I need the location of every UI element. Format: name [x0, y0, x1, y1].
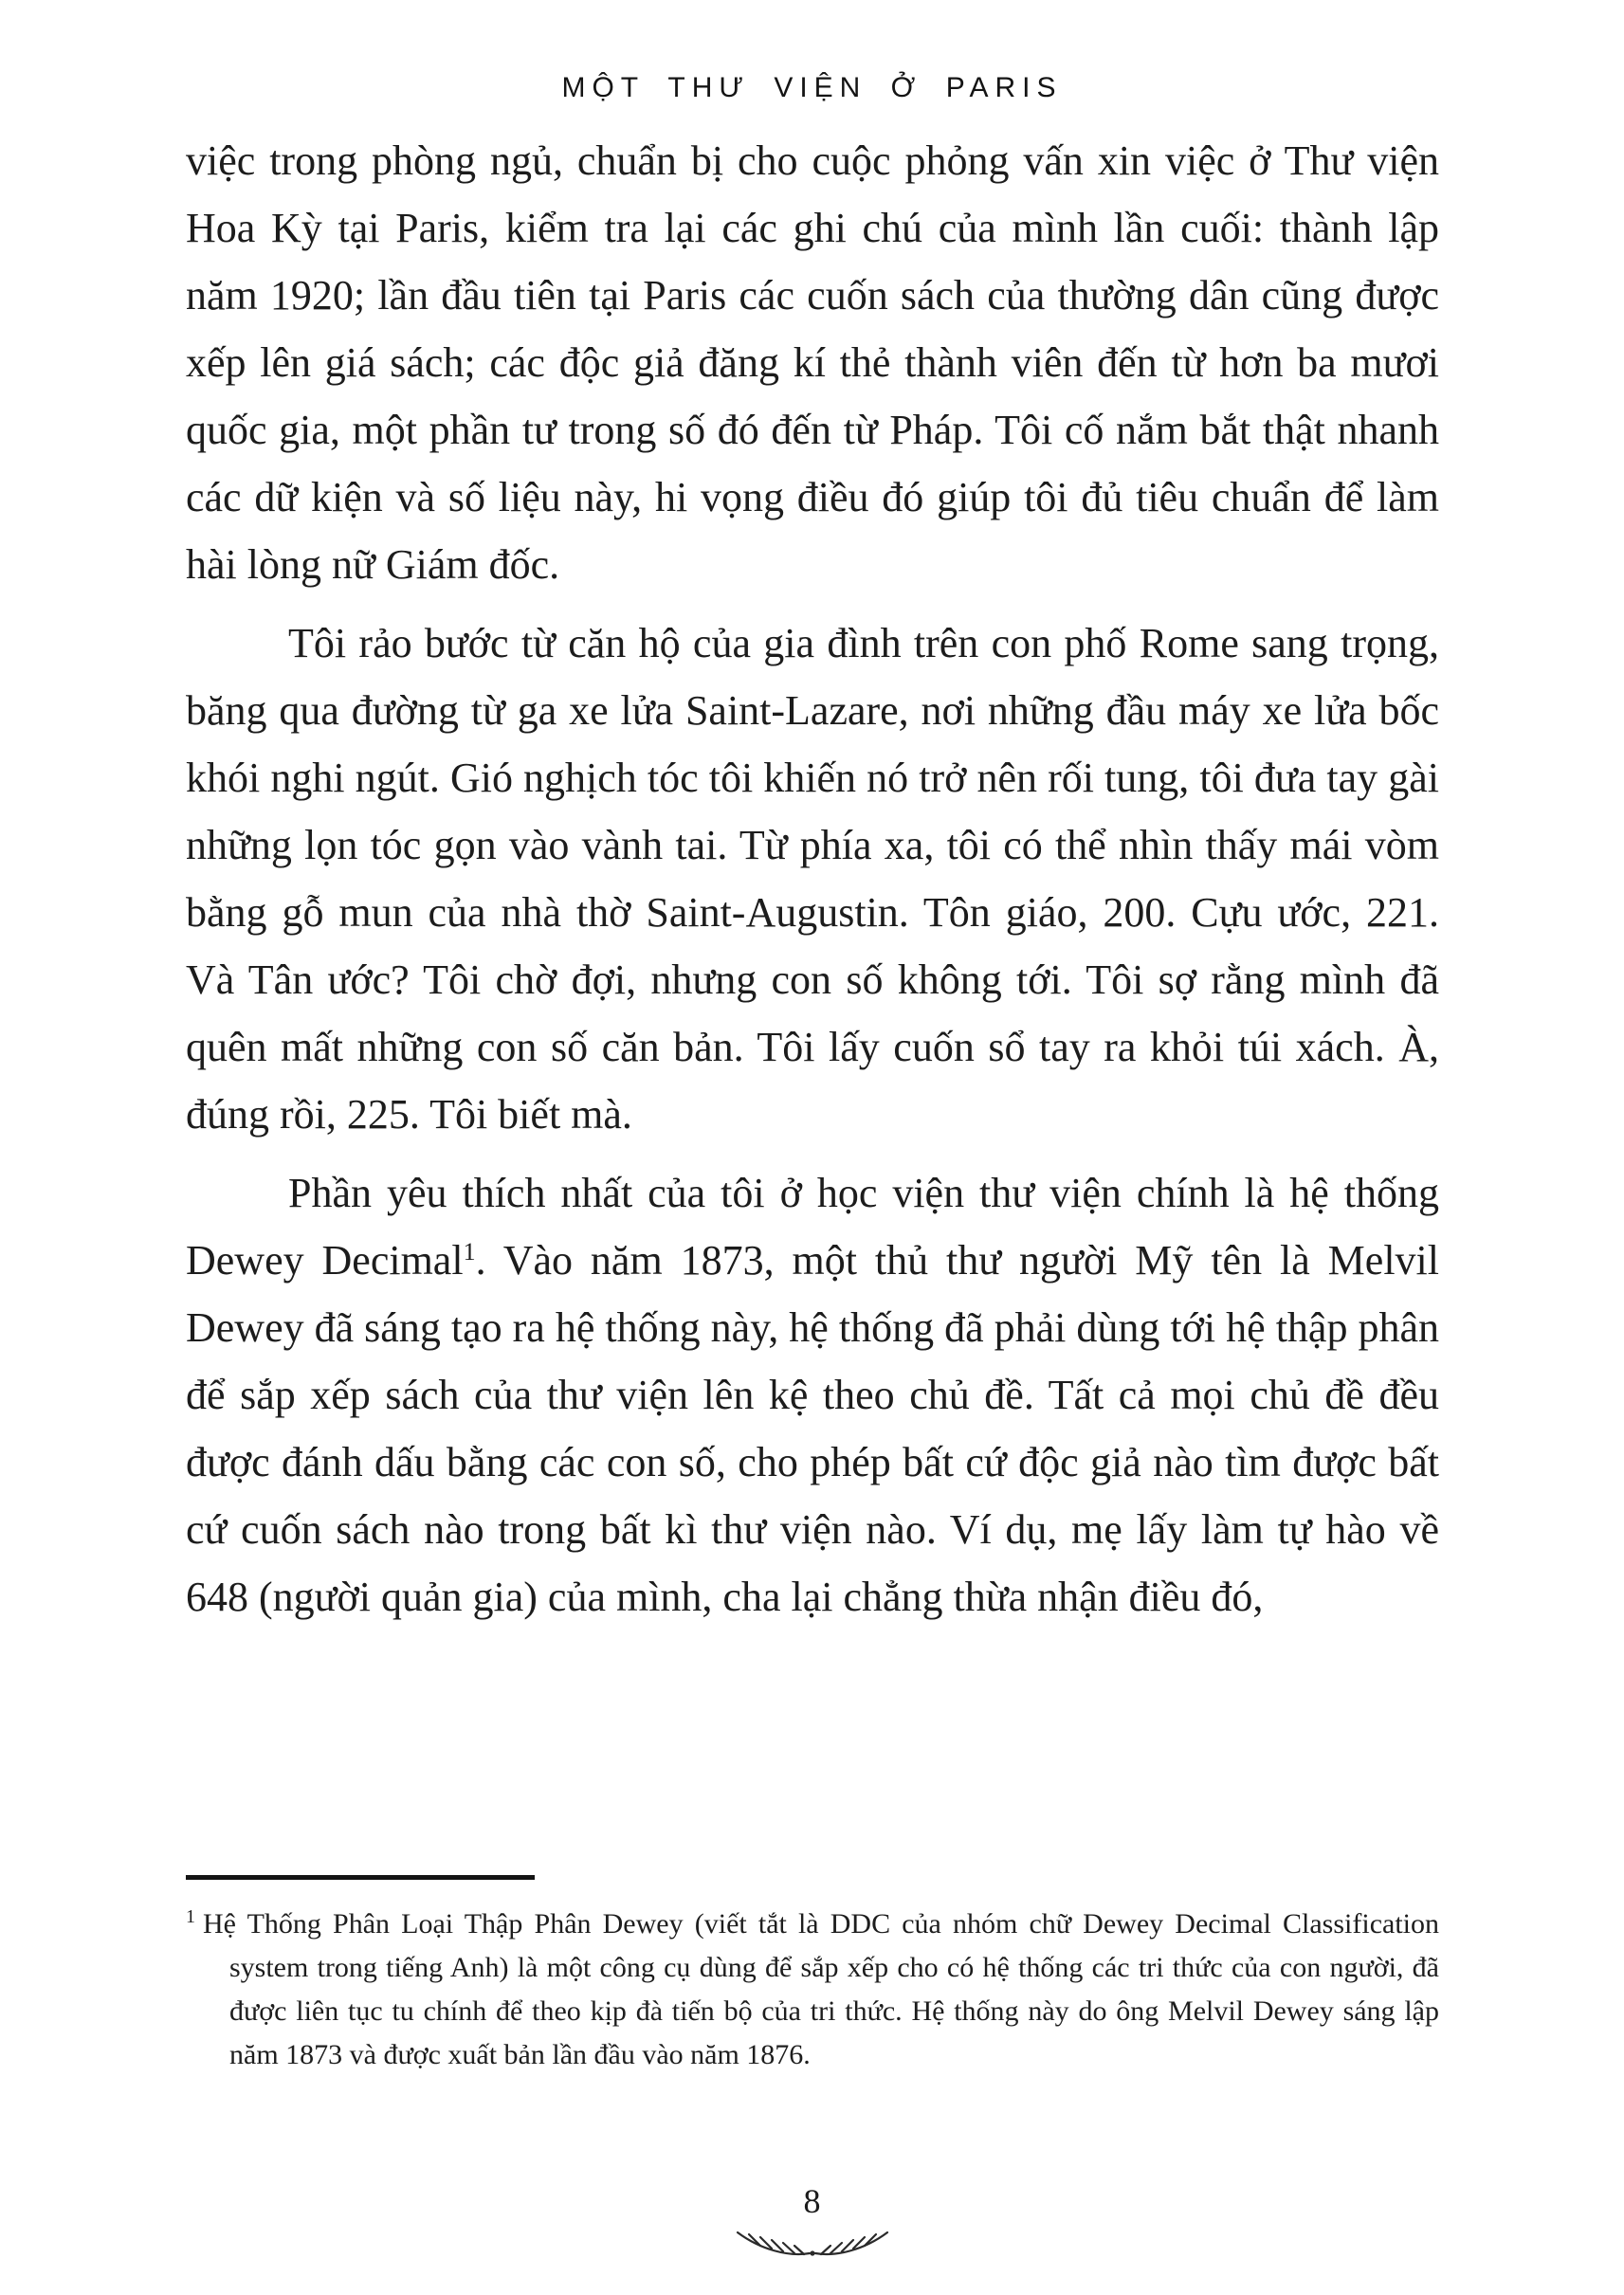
page-footer	[0, 2181, 1624, 2267]
footnote-ref: 1	[463, 1238, 476, 1266]
page-header: MỘT THƯ VIỆN Ở PARIS	[561, 72, 1063, 103]
paragraph-text: . Vào năm 1873, một thủ thư người Mỹ tên là Melvil Dewey đã sáng tạo ra hệ thống này, hệ thống đã phải dùng tới hệ thập phân để sắp xếp sách của thư viện lên kệ theo chủ đề. Tất cả mọi chủ đề đều được đánh dấu bằng các con số, cho phép bất cứ độc giả nào tìm được bất cứ cuốn sách nào trong bất kì thư viện nào. Ví dụ, mẹ lấy làm tự hào về 648 (người quản gia) của mình, cha lại chẳng thừa nhận điều đó,	[186, 1237, 1439, 1620]
page-body	[186, 127, 1439, 1642]
footnote-text: Hệ Thống Phân Loại Thập Phân Dewey (viết tắt là DDC của nhóm chữ Dewey Decimal Classification system trong tiếng Anh) là một công cụ dùng để sắp xếp cho có hệ thống các tri thức của con người, đã được liên tục tu chính để theo kịp đà tiến bộ của tri thức. Hệ thống này do ông Melvil Dewey sáng lập năm 1873 và được xuất bản lần đầu vào năm 1876.	[203, 1908, 1439, 2070]
page-number: 8	[803, 2182, 821, 2220]
paragraph-text: Phần yêu thích nhất của tôi ở học viện thư viện chính là hệ thống Dewey Decimal	[186, 1170, 1439, 1284]
paragraph: Tôi rảo bước từ căn hộ của gia đình trên con phố Rome sang trọng, băng qua đường từ ga xe lửa Saint-Lazare, nơi những đầu máy xe lửa bốc khói nghi ngút. Gió nghịch tóc tôi khiến nó trở nên rối tung, tôi đưa tay gài những lọn tóc gọn vào vành tai. Từ phía xa, tôi có thể nhìn thấy mái vòm bằng gỗ mun của nhà thờ Saint-Augustin. Tôn giáo, 200. Cựu ước, 221. Và Tân ước? Tôi chờ đợi, nhưng con số không tới. Tôi sợ rằng mình đã quên mất những con số căn bản. Tôi lấy cuốn sổ tay ra khỏi túi xách. À, đúng rồi, 225. Tôi biết mà.	[186, 620, 1439, 1138]
laurel-ornament	[732, 2225, 893, 2267]
footnote-rule	[186, 1875, 535, 1880]
footnote	[186, 1903, 1439, 2077]
paragraph	[186, 1159, 1439, 1630]
paragraph: việc trong phòng ngủ, chuẩn bị cho cuộc phỏng vấn xin việc ở Thư viện Hoa Kỳ tại Paris, kiểm tra lại các ghi chú của mình lần cuối: thành lập năm 1920; lần đầu tiên tại Paris các cuốn sách của thường dân cũng được xếp lên giá sách; các độc giả đăng kí thẻ thành viên đến từ hơn ba mươi quốc gia, một phần tư trong số đó đến từ Pháp. Tôi cố nắm bắt thật nhanh các dữ kiện và số liệu này, hi vọng điều đó giúp tôi đủ tiêu chuẩn để làm hài lòng nữ Giám đốc.	[186, 137, 1439, 588]
footnote-marker: 1	[186, 1906, 195, 1927]
footnote-section	[186, 1875, 1439, 2077]
